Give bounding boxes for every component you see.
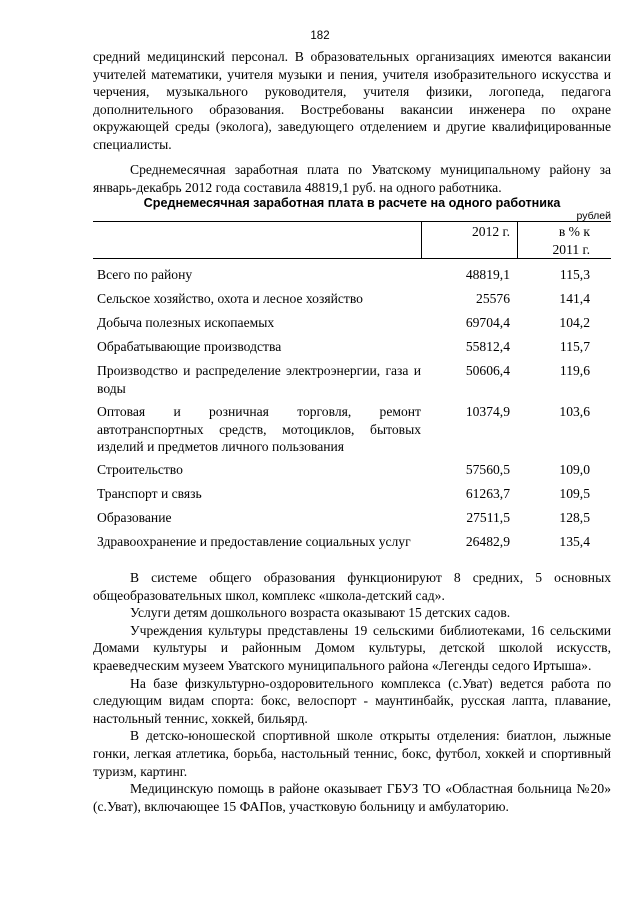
page-number: 182 bbox=[310, 30, 330, 42]
row-label: Производство и распределение электроэнергии, газа и воды bbox=[97, 363, 421, 396]
row-value-2012: 69704,4 bbox=[465, 315, 510, 330]
row-value-percent: 109,5 bbox=[559, 486, 590, 501]
row-value-percent: 135,4 bbox=[559, 534, 590, 549]
row-value-2012: 55812,4 bbox=[465, 339, 510, 354]
column-header-percent bbox=[525, 223, 590, 258]
paragraph-kindergartens: Услуги детям дошкольного возраста оказывают 15 детских садов. bbox=[130, 605, 511, 621]
row-label: Добыча полезных ископаемых bbox=[97, 315, 275, 330]
column-header-2012: 2012 г. bbox=[471, 224, 510, 239]
row-value-2012: 10374,9 bbox=[465, 404, 510, 419]
row-value-percent: 141,4 bbox=[559, 291, 590, 306]
row-label: Обрабатывающие производства bbox=[97, 339, 282, 354]
row-label: Всего по району bbox=[97, 267, 193, 282]
row-value-percent: 109,0 bbox=[559, 462, 590, 477]
row-label: Строительство bbox=[97, 462, 183, 477]
table-column-divider bbox=[421, 221, 422, 258]
row-value-percent: 128,5 bbox=[559, 510, 590, 525]
column-header-percent-line1: в % к bbox=[558, 224, 590, 239]
paragraph-culture: Учреждения культуры представлены 19 сельскими библиотеками, 16 сельскими Домами культуры и районным Домом культуры, детской школой искусств, краеведческим музеем Уватского муниципального района «Легенды седого Иртыша». bbox=[93, 622, 611, 673]
paragraph-medical: Медицинскую помощь в районе оказывает ГБУЗ ТО «Областная больница №20» (с.Уват), включающее 15 ФАПов, участковую больницу и амбулаторию. bbox=[93, 781, 611, 814]
row-label: Оптовая и розничная торговля, ремонт автотранспортных средств, мотоциклов, бытовых изделий и предметов личного пользования bbox=[97, 404, 421, 455]
row-value-2012: 25576 bbox=[476, 291, 510, 306]
row-label: Транспорт и связь bbox=[97, 486, 202, 501]
row-value-percent: 119,6 bbox=[559, 363, 590, 378]
row-label: Сельское хозяйство, охота и лесное хозяйство bbox=[97, 291, 363, 306]
paragraph-sports-complex: На базе физкультурно-оздоровительного комплекса (с.Уват) ведется работа по следующим видам спорта: бокс, велоспорт - маунтинбайк, русская лапта, плавание, настольный теннис, хоккей, бильярд. bbox=[93, 675, 611, 726]
paragraph-salary-summary: Среднемесячная заработная плата по Уватскому муниципальному району за январь-декабрь 2012 года составила 48819,1 руб. на одного работника. bbox=[93, 162, 611, 195]
row-value-2012: 50606,4 bbox=[465, 363, 510, 378]
row-value-2012: 48819,1 bbox=[465, 267, 510, 282]
row-label: Образование bbox=[97, 510, 172, 525]
paragraph-vacancies: средний медицинский персонал. В образовательных организациях имеются вакансии учителей математики, учителя музыки и пения, учителя изобразительного искусства и черчения, музыкального руководителя, учителя физики, логопеда, педагога дополнительного образования. Востребованы вакансии инженера по охране окружающей среды (эколога), заведующего отделением и другие квалифицированные специалисты. bbox=[93, 49, 611, 152]
row-value-percent: 115,7 bbox=[559, 339, 590, 354]
row-value-2012: 27511,5 bbox=[466, 510, 510, 525]
row-value-2012: 57560,5 bbox=[465, 462, 510, 477]
row-value-2012: 26482,9 bbox=[465, 534, 510, 549]
row-value-percent: 103,6 bbox=[559, 404, 590, 419]
table-title: Среднемесячная заработная плата в расчете на одного работника bbox=[143, 196, 561, 210]
body-text bbox=[93, 569, 611, 815]
row-value-2012: 61263,7 bbox=[465, 486, 510, 501]
table-top-rule bbox=[93, 221, 611, 222]
row-label: Здравоохранение и предоставление социальных услуг bbox=[97, 534, 411, 549]
table-column-divider bbox=[517, 221, 518, 258]
paragraph-schools: В системе общего образования функционируют 8 средних, 5 основных общеобразовательных школ, комплекс «школа-детский сад». bbox=[93, 570, 611, 603]
row-value-percent: 115,3 bbox=[559, 267, 590, 282]
row-value-percent: 104,2 bbox=[559, 315, 590, 330]
paragraph-sports-school: В детско-юношеской спортивной школе открыты отделения: биатлон, лыжные гонки, легкая атлетика, борьба, настольный теннис, бокс, футбол, хоккей и спортивный туризм, картинг. bbox=[93, 728, 611, 779]
column-header-percent-line2: 2011 г. bbox=[552, 241, 590, 257]
table-units: рублей bbox=[576, 210, 611, 222]
